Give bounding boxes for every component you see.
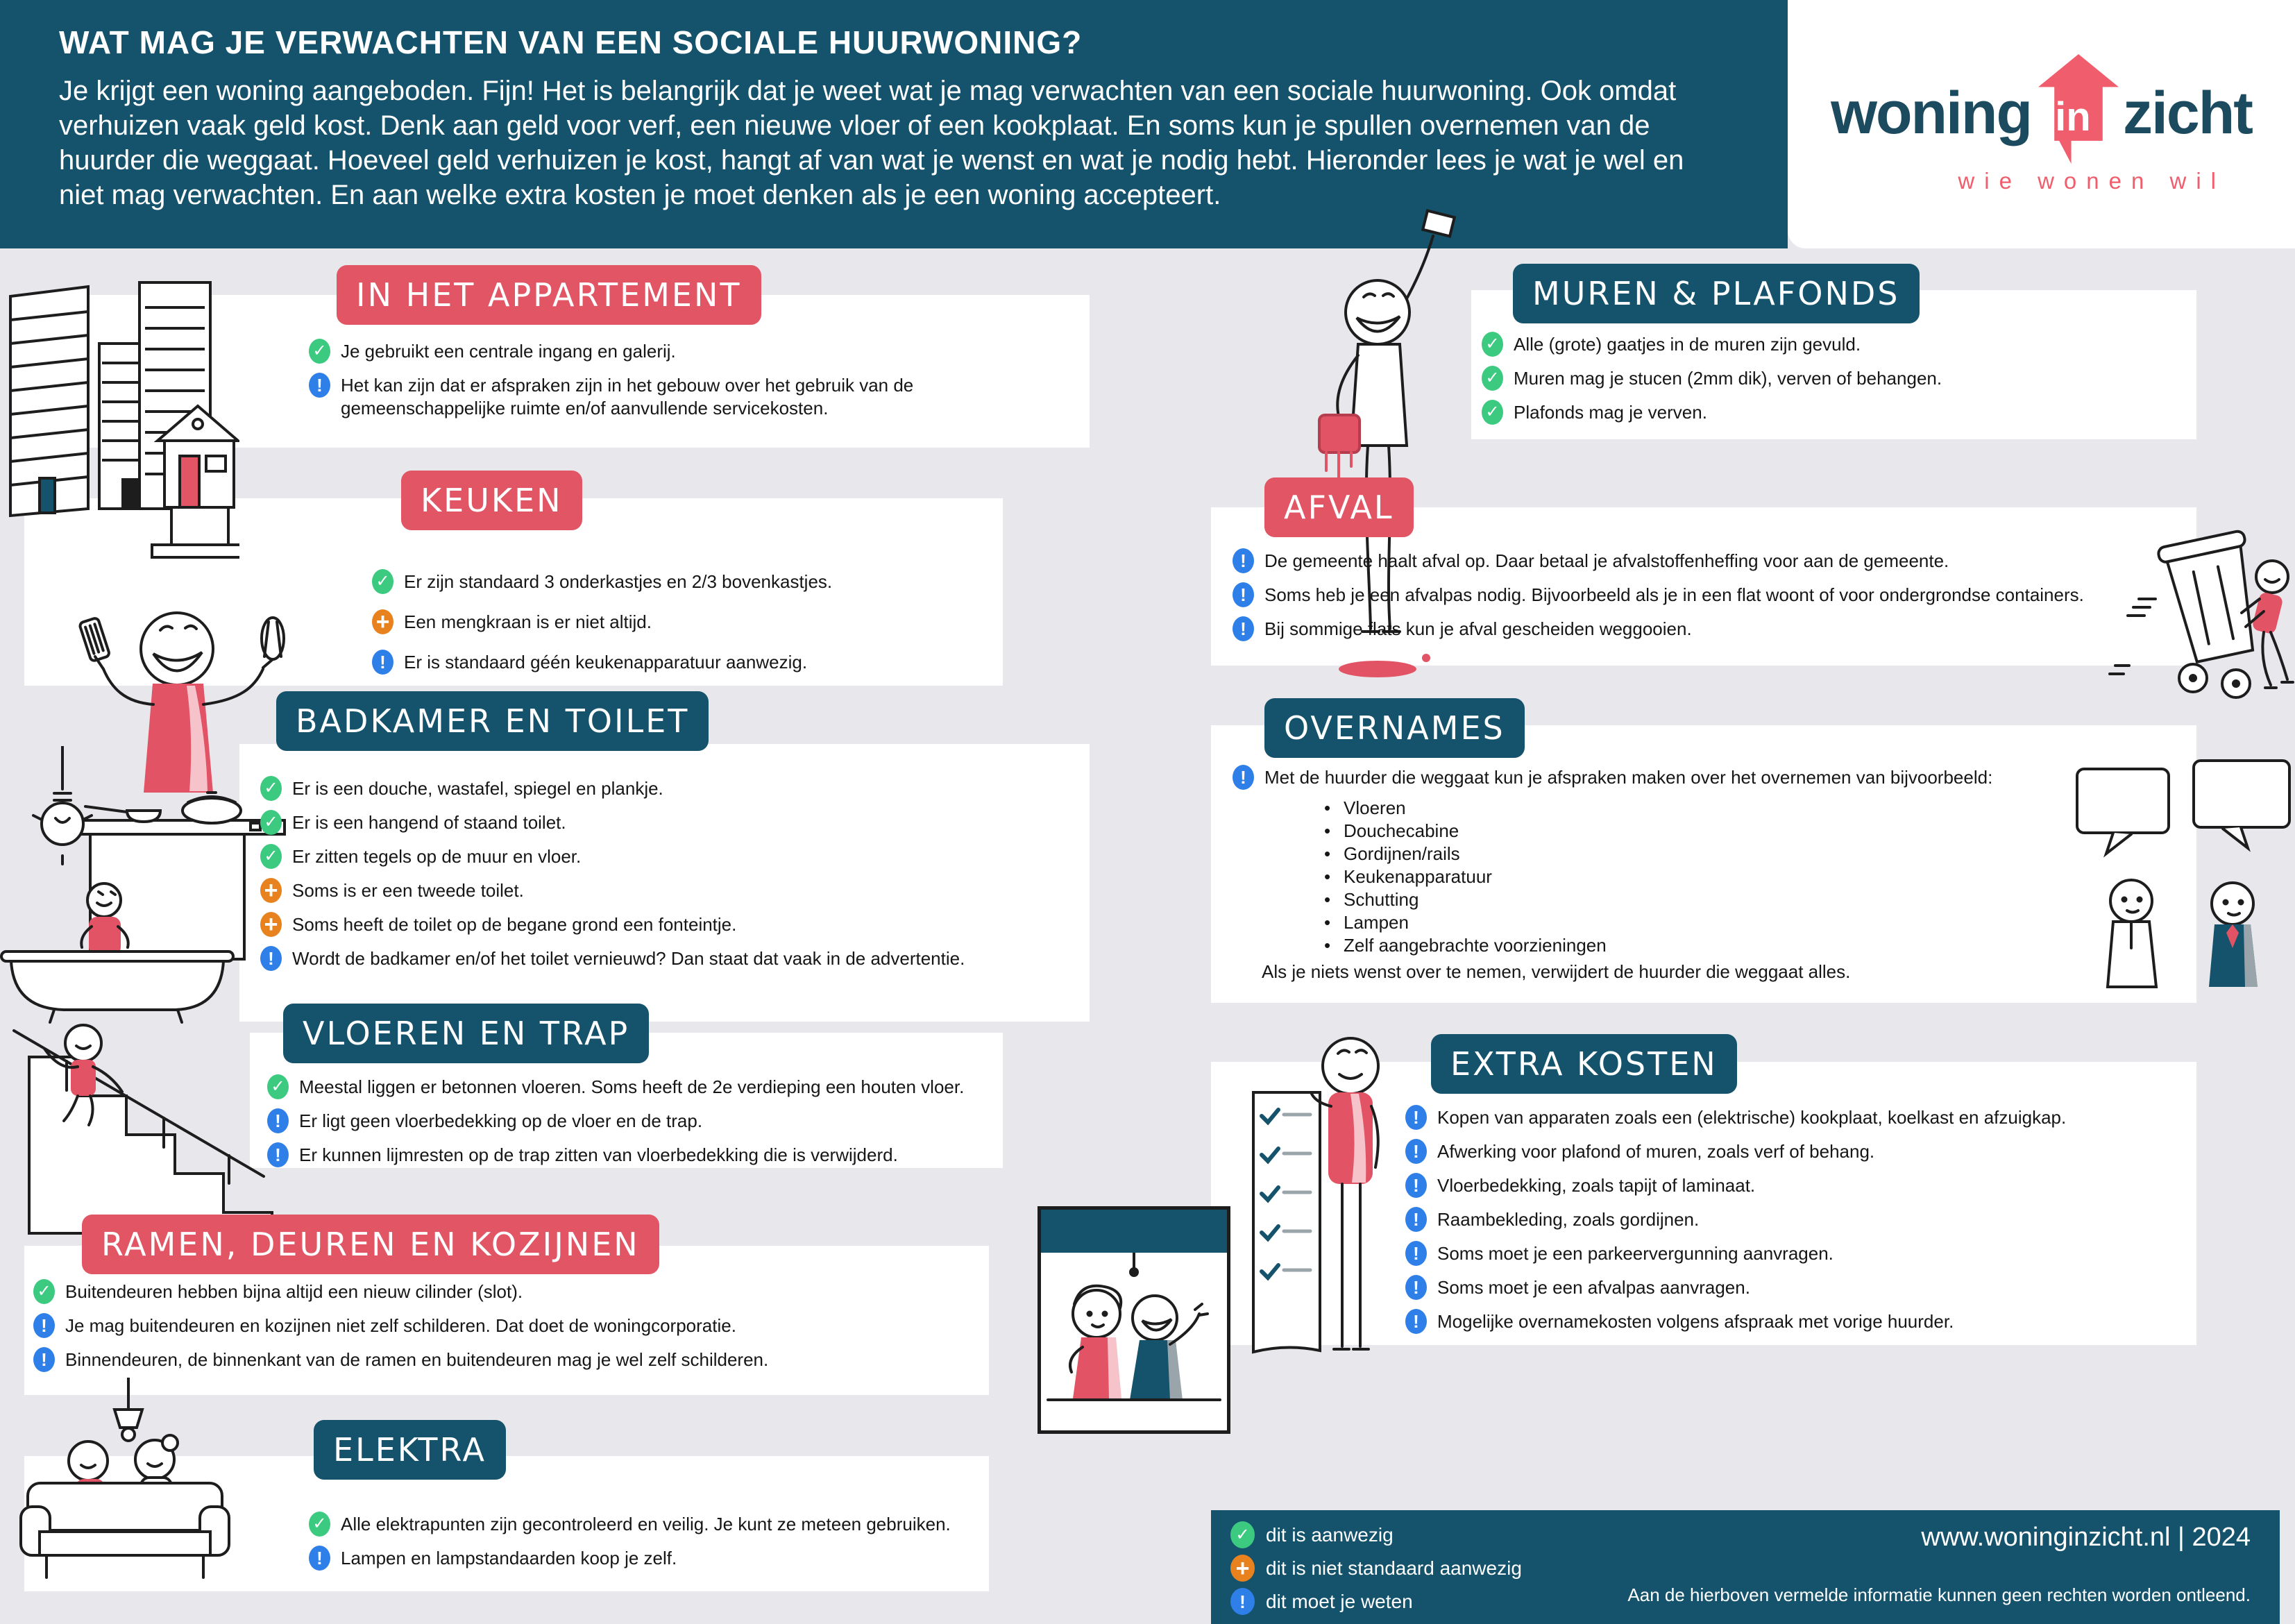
bullet-text: Er kunnen lijmresten op de trap zitten van vloerbedekking die is verwijderd. <box>299 1144 898 1165</box>
overname-item: • Zelf aangebrachte voorzieningen <box>1319 934 1607 957</box>
section-title-extra-kosten: EXTRA KOSTEN <box>1431 1034 1737 1094</box>
overname-item: • Lampen <box>1319 911 1607 934</box>
legend-row <box>1230 1555 1522 1582</box>
bullet-item <box>309 1512 989 1537</box>
bullet-item <box>260 844 1051 869</box>
bullet-item <box>267 1108 996 1133</box>
logo-word-in: in <box>2055 94 2091 139</box>
bullet-text: Soms is er een tweede toilet. <box>292 880 524 901</box>
section-title-keuken: KEUKEN <box>401 471 582 530</box>
check-icon: ✓ <box>372 569 393 594</box>
check-icon: ✓ <box>309 339 330 364</box>
bullet-text: Je mag buitendeuren en kozijnen niet zelf schilderen. Dat doet de woningcorporatie. <box>65 1315 736 1336</box>
window-people-illustration <box>1038 1206 1230 1434</box>
check-icon: ✓ <box>33 1279 55 1304</box>
intro-text: Je krijgt een woning aangeboden. Fijn! Het is belangrijk dat je weet wat je mag verwachten van een sociale huurwoning. Ook omdat verhuizen vaak geld kost. Denk aan geld voor verf, een nieuwe vloer of een kookplaat. En soms kun je spullen overnemen van de huurder die weggaat. Hoeveel geld verhuizen je kost, hangt af van wat je wenst en wat je nodig hebt. Hieronder lees je wat je wel en niet mag verwachten. En aan welke extra kosten je moet denken als je een woning accepteert. <box>59 76 1684 210</box>
bullet-item <box>33 1313 977 1338</box>
bullet-item <box>260 776 1051 801</box>
check-icon: ✓ <box>260 810 282 835</box>
bullet-text: De gemeente haalt afval op. Daar betaal je afvalstoffenheffing voor aan de gemeente. <box>1264 550 1949 571</box>
bullet-list-badkamer <box>260 776 1051 980</box>
bullet-list-afval <box>1233 548 2190 650</box>
bullet-text: Er zijn standaard 3 onderkastjes en 2/3 bovenkastjes. <box>404 571 833 592</box>
bullet-text: Plafonds mag je verven. <box>1514 402 1707 423</box>
legend-label: dit is niet standaard aanwezig <box>1266 1557 1522 1579</box>
info-icon: ! <box>1405 1139 1427 1164</box>
bullet-item <box>309 373 1072 420</box>
bullet-list-ramen <box>33 1279 977 1381</box>
bullet-item <box>372 569 997 594</box>
bullet-item <box>1405 1139 2190 1164</box>
checklist-person-illustration <box>1241 1026 1414 1383</box>
check-icon: ✓ <box>1230 1521 1255 1548</box>
info-icon: ! <box>33 1313 55 1338</box>
check-icon: ✓ <box>1482 332 1503 357</box>
info-icon: ! <box>260 946 282 971</box>
overname-item: • Schutting <box>1319 888 1607 911</box>
info-icon: ! <box>1233 765 1254 790</box>
bullet-text: Binnendeuren, de binnenkant van de ramen en buitendeuren mag je wel zelf schilderen. <box>65 1349 769 1370</box>
info-icon: ! <box>1405 1275 1427 1300</box>
bullet-text: Met de huurder die weggaat kun je afspraken maken over het overnemen van bijvoorbeeld: <box>1264 767 1993 788</box>
plus-icon: + <box>372 609 393 634</box>
check-icon: ✓ <box>267 1074 289 1099</box>
info-icon: ! <box>1233 616 1254 641</box>
overname-item: • Keukenapparatuur <box>1319 865 1607 888</box>
info-icon: ! <box>1230 1588 1255 1615</box>
info-icon: ! <box>1233 548 1254 573</box>
bullet-item <box>1233 582 2190 607</box>
overnames-sub-list <box>1319 797 1607 957</box>
bullet-list-vloeren <box>267 1074 996 1176</box>
legend <box>1230 1521 1522 1621</box>
overname-item: • Vloeren <box>1319 797 1607 820</box>
header-banner <box>0 0 1788 248</box>
logo-word-zicht: zicht <box>2123 79 2252 146</box>
bullet-item <box>1233 616 2190 641</box>
footer-bar <box>1211 1510 2280 1624</box>
bullet-text: Er is een hangend of staand toilet. <box>292 812 566 833</box>
bullet-item <box>372 650 997 675</box>
section-title-badkamer-en-toilet: BADKAMER EN TOILET <box>276 691 709 751</box>
bullet-text: Soms heb je een afvalpas nodig. Bijvoorbeeld als je in een flat woont of voor ondergrondse containers. <box>1264 584 2084 605</box>
couch-people-illustration <box>10 1378 239 1624</box>
section-title-afval: AFVAL <box>1264 477 1414 537</box>
bullet-item <box>260 878 1051 903</box>
bullet-item <box>33 1347 977 1372</box>
footer-disclaimer: Aan de hierboven vermelde informatie kunnen geen rechten worden ontleend. <box>1627 1584 2251 1605</box>
legend-row <box>1230 1521 1522 1548</box>
bullet-item <box>1405 1207 2190 1232</box>
logo-tagline: wie wonen wil <box>1958 168 2226 194</box>
check-icon: ✓ <box>1482 400 1503 425</box>
bullet-text: Meestal liggen er betonnen vloeren. Soms heeft de 2e verdieping een houten vloer. <box>299 1076 965 1097</box>
bullet-item <box>1482 400 2183 425</box>
section-title-muren-plafonds: MUREN & PLAFONDS <box>1513 264 1920 323</box>
info-icon: ! <box>1233 582 1254 607</box>
plus-icon: + <box>260 912 282 937</box>
bullet-item <box>1405 1241 2190 1266</box>
bullet-text: Lampen en lampstandaarden koop je zelf. <box>341 1548 677 1568</box>
bullet-text: Alle (grote) gaatjes in de muren zijn gevuld. <box>1514 334 1861 355</box>
info-icon: ! <box>1405 1173 1427 1198</box>
window-top-band <box>1041 1210 1227 1253</box>
bullet-item <box>309 339 1072 364</box>
logo-word-woning: woning <box>1831 79 2031 146</box>
section-title-overnames: OVERNAMES <box>1264 698 1525 758</box>
section-title-vloeren-en-trap: VLOEREN EN TRAP <box>283 1004 649 1063</box>
bullet-list-overnames <box>1233 765 2190 799</box>
bullet-list-in-het-appartement <box>309 339 1072 429</box>
bullet-text: Je gebruikt een centrale ingang en galerij. <box>341 341 676 362</box>
bullet-item <box>1233 765 2190 790</box>
bullet-item <box>1405 1275 2190 1300</box>
bullet-item <box>267 1142 996 1167</box>
bullet-text: Er is standaard géén keukenapparatuur aanwezig. <box>404 652 808 673</box>
info-icon: ! <box>267 1142 289 1167</box>
overname-item: • Douchecabine <box>1319 820 1607 843</box>
bullet-text: Buitendeuren hebben bijna altijd een nieuw cilinder (slot). <box>65 1281 523 1302</box>
section-title-elektra: ELEKTRA <box>314 1420 506 1480</box>
bullet-text: Een mengkraan is er niet altijd. <box>404 611 652 632</box>
bullet-list-elektra <box>309 1512 989 1580</box>
section-title-ramen-deuren-kozijnen: RAMEN, DEUREN EN KOZIJNEN <box>82 1215 659 1274</box>
bullet-text: Vloerbedekking, zoals tapijt of laminaat. <box>1437 1175 1756 1196</box>
bullet-text: Alle elektrapunten zijn gecontroleerd en veilig. Je kunt ze meteen gebruiken. <box>341 1514 951 1534</box>
bullet-text: Wordt de badkamer en/of het toilet vernieuwd? Dan staat dat vaak in de advertentie. <box>292 948 965 969</box>
section-title-in-het-appartement: IN HET APPARTEMENT <box>337 265 761 325</box>
bullet-text: Bij sommige flats kun je afval gescheiden weggooien. <box>1264 618 1692 639</box>
bullet-item <box>267 1074 996 1099</box>
bullet-text: Er is een douche, wastafel, spiegel en plankje. <box>292 778 663 799</box>
hanging-bulb-illustration <box>21 746 104 878</box>
bullet-item <box>1405 1309 2190 1334</box>
page-title: WAT MAG JE VERWACHTEN VAN EEN SOCIALE HUURWONING? <box>59 24 1083 60</box>
info-icon: ! <box>267 1108 289 1133</box>
bullet-text: Soms heeft de toilet op de begane grond een fonteintje. <box>292 914 737 935</box>
bullet-text: Er zitten tegels op de muur en vloer. <box>292 846 582 867</box>
bullet-text: Raambekleding, zoals gordijnen. <box>1437 1209 1700 1230</box>
bullet-text: Er ligt geen vloerbedekking op de vloer en de trap. <box>299 1110 703 1131</box>
bullet-item <box>33 1279 977 1304</box>
bullet-item <box>260 946 1051 971</box>
bullet-item <box>309 1546 989 1571</box>
legend-label: dit moet je weten <box>1266 1590 1413 1612</box>
bullet-item <box>260 810 1051 835</box>
logo-house-icon <box>2038 54 2119 164</box>
footer-site-url: www.woninginzicht.nl | 2024 <box>1921 1523 2251 1552</box>
stairs-person-illustration <box>0 989 278 1239</box>
check-icon: ✓ <box>260 776 282 801</box>
bullet-text: Mogelijke overnamekosten volgens afspraak met vorige huurder. <box>1437 1311 1954 1332</box>
bullet-list-muren <box>1482 332 2183 434</box>
check-icon: ✓ <box>260 844 282 869</box>
bullet-list-keuken <box>372 569 997 690</box>
bullet-item <box>1233 548 2190 573</box>
city-buildings-illustration <box>3 274 239 573</box>
info-icon: ! <box>1405 1207 1427 1232</box>
legend-label: dit is aanwezig <box>1266 1523 1394 1546</box>
bullet-text: Muren mag je stucen (2mm dik), verven of behangen. <box>1514 368 1942 389</box>
bullet-text: Afwerking voor plafond of muren, zoals verf of behang. <box>1437 1141 1875 1162</box>
overname-item: • Gordijnen/rails <box>1319 843 1607 865</box>
waving-people-drawing <box>1041 1253 1227 1430</box>
bullet-text: Kopen van apparaten zoals een (elektrische) kookplaat, koelkast en afzuigkap. <box>1437 1107 2067 1128</box>
bullet-text: Soms moet je een afvalpas aanvragen. <box>1437 1277 1750 1298</box>
bullet-item <box>1482 366 2183 391</box>
bullet-item <box>1405 1105 2190 1130</box>
info-icon: ! <box>1405 1309 1427 1334</box>
info-icon: ! <box>372 650 393 675</box>
info-icon: ! <box>33 1347 55 1372</box>
bullet-item <box>260 912 1051 937</box>
info-icon: ! <box>309 373 330 398</box>
info-icon: ! <box>1405 1241 1427 1266</box>
plus-icon: + <box>1230 1555 1255 1582</box>
plus-icon: + <box>260 878 282 903</box>
info-icon: ! <box>309 1546 330 1571</box>
woninginzicht-logo <box>1831 54 2252 146</box>
check-icon: ✓ <box>309 1512 330 1537</box>
logo-panel <box>1788 0 2295 248</box>
bullet-text: Soms moet je een parkeervergunning aanvragen. <box>1437 1243 1834 1264</box>
overnames-outro-text: Als je niets wenst over te nemen, verwijdert de huurder die weggaat alles. <box>1262 961 1851 982</box>
check-icon: ✓ <box>1482 366 1503 391</box>
bullet-text: Het kan zijn dat er afspraken zijn in het gebouw over het gebruik van de gemeenschappelijke ruimte en/of aanvullende servicekosten. <box>341 375 914 418</box>
info-icon: ! <box>1405 1105 1427 1130</box>
legend-row <box>1230 1588 1522 1615</box>
bullet-list-extra-kosten <box>1405 1105 2190 1343</box>
bullet-item <box>372 609 997 634</box>
bullet-item <box>1405 1173 2190 1198</box>
bullet-item <box>1482 332 2183 357</box>
